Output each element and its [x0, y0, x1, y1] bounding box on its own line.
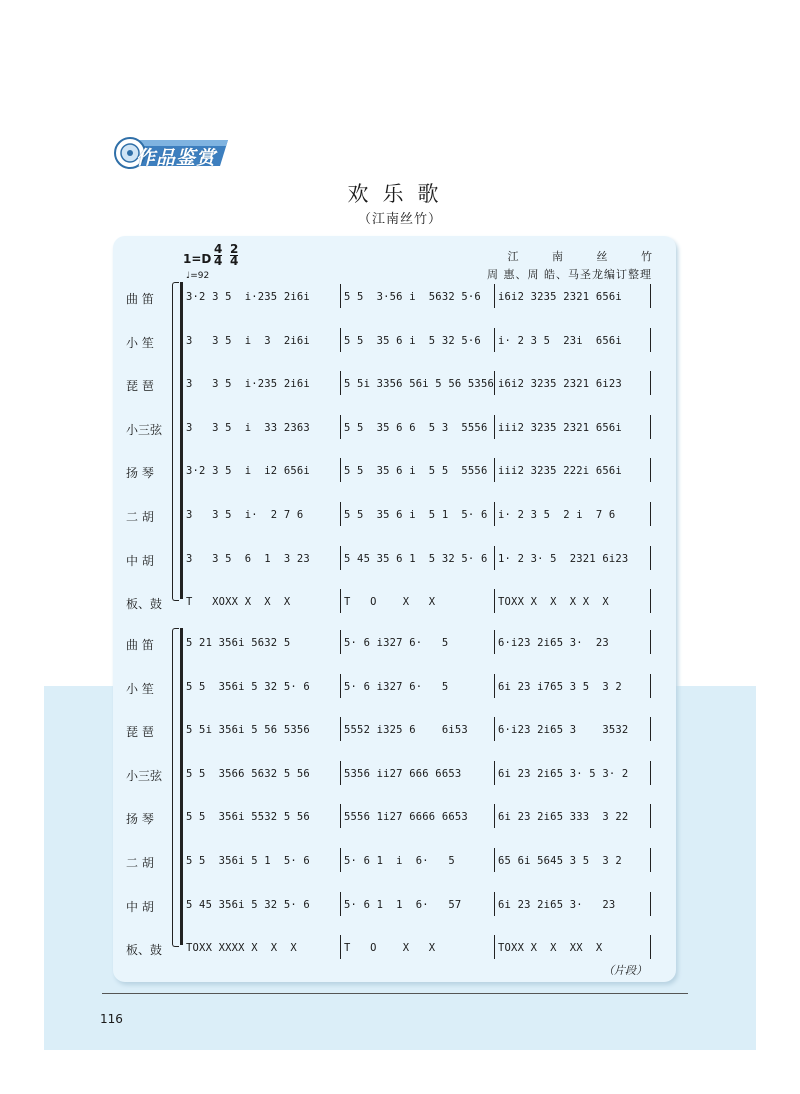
- measure-notation: 5 5i 356i 5 56 5356: [186, 724, 310, 737]
- barline: [340, 284, 341, 308]
- measure-notation: 5 21 356i 5632 5: [186, 637, 291, 649]
- barline: [340, 589, 341, 613]
- measure-notation: 3·2 3 5 i i2 656i: [186, 465, 310, 478]
- measure-notation: 5 5 35 6 6 5 3 5556: [344, 421, 488, 434]
- barline: [494, 458, 495, 482]
- measure-notation: 3 3 5 6 1 3 23: [186, 552, 310, 565]
- measure-notation: 3 3 5 i·235 2i6i: [186, 378, 310, 391]
- instrument-label: 琵 琶: [126, 379, 154, 394]
- measure-notation: 5 5 35 6 i 5 32 5·6: [344, 334, 481, 347]
- measure-notation: iii2 3235 222i 656i: [498, 465, 622, 478]
- barline: [650, 935, 651, 959]
- measure-notation: 65 6i 5645 3 5 3 2: [498, 855, 622, 867]
- measure-notation: 5· 6 1 i 6· 5: [344, 855, 455, 867]
- measure-notation: iii2 3235 2321 656i: [498, 421, 622, 434]
- measure-notation: T XOXX X X X: [186, 596, 291, 609]
- measure-notation: 5 5 356i 5 32 5· 6: [186, 680, 310, 693]
- measure-notation: 5 5 35 6 i 5 5 5556: [344, 465, 488, 478]
- measure-notation: 6·i23 2i65 3 3532: [498, 724, 629, 737]
- excerpt-label: （片段）: [603, 964, 647, 977]
- barline: [340, 761, 341, 785]
- barline: [340, 328, 341, 352]
- barline: [340, 892, 341, 916]
- barline: [650, 546, 651, 570]
- barline: [650, 761, 651, 785]
- measure-notation: TOXX X X XX X: [498, 942, 603, 955]
- barline: [650, 804, 651, 828]
- measure-notation: 5 5 3566 5632 5 56: [186, 767, 310, 780]
- barline: [650, 371, 651, 395]
- measure-notation: 1· 2 3· 5 2321 6i23: [498, 552, 629, 565]
- credit-origin: 江 南 丝 竹: [507, 250, 652, 263]
- measure-notation: 5 5 3·56 i 5632 5·6: [344, 291, 481, 303]
- barline: [340, 546, 341, 570]
- barline: [650, 848, 651, 872]
- time-signature-1: [214, 244, 222, 267]
- barline: [494, 674, 495, 698]
- measure-notation: i· 2 3 5 2 i 7 6: [498, 509, 616, 521]
- measure-notation: 5· 6 1 1 6· 57: [344, 898, 462, 911]
- barline: [340, 804, 341, 828]
- system-start-barline: [180, 628, 183, 945]
- barline: [340, 502, 341, 526]
- barline: [494, 502, 495, 526]
- barline: [650, 328, 651, 352]
- barline: [340, 371, 341, 395]
- measure-notation: 6i 23 2i65 3· 5 3· 2: [498, 767, 629, 780]
- page-number: 116: [100, 1012, 123, 1026]
- barline: [650, 892, 651, 916]
- barline: [494, 761, 495, 785]
- measure-notation: 6i 23 2i65 3· 23: [498, 898, 616, 911]
- measure-notation: 5556 1i27 6666 6653: [344, 811, 468, 824]
- measure-notation: 6i 23 2i65 333 3 22: [498, 811, 629, 824]
- measure-notation: 5 5 35 6 i 5 1 5· 6: [344, 509, 488, 521]
- instrument-label: 小三弦: [126, 768, 163, 783]
- system-start-barline: [180, 282, 183, 599]
- instrument-label: 中 胡: [126, 899, 154, 914]
- section-badge-label: 作品鉴赏: [136, 147, 217, 169]
- measure-notation: 5 5i 3356 56i 5 56 5356: [344, 378, 494, 391]
- measure-notation: TOXX X X X X X: [498, 596, 609, 609]
- meter-2-top: 2: [230, 242, 239, 256]
- measure-notation: i6i2 3235 2321 656i: [498, 291, 622, 303]
- meter-1-top: 4: [214, 242, 223, 256]
- barline: [650, 458, 651, 482]
- barline: [340, 717, 341, 741]
- barline: [650, 717, 651, 741]
- barline: [650, 284, 651, 308]
- instrument-label: 曲 笛: [126, 638, 154, 652]
- instrument-label: 小 笙: [126, 681, 154, 696]
- tempo-marking: ♩=92: [186, 271, 210, 281]
- barline: [494, 371, 495, 395]
- measure-notation: T O X X: [344, 942, 436, 955]
- instrument-label: 中 胡: [126, 553, 154, 568]
- barline: [340, 630, 341, 654]
- measure-notation: 5 5 356i 5 1 5· 6: [186, 855, 310, 867]
- barline: [494, 328, 495, 352]
- barline: [650, 415, 651, 439]
- credit-arrangers: 周 惠、周 皓、马圣龙编订整理: [487, 268, 652, 281]
- measure-notation: 5 45 35 6 1 5 32 5· 6: [344, 552, 488, 565]
- measure-notation: 6·i23 2i65 3· 23: [498, 637, 609, 649]
- footer-rule: [102, 993, 688, 994]
- measure-notation: 5 5 356i 5532 5 56: [186, 811, 310, 824]
- instrument-label: 小三弦: [126, 422, 163, 437]
- score-panel: [113, 236, 676, 982]
- barline: [494, 630, 495, 654]
- page-title: 欢乐歌: [347, 182, 453, 206]
- barline: [340, 674, 341, 698]
- meter-2-bottom: 4: [230, 254, 239, 268]
- measure-notation: 5· 6 i327 6· 5: [344, 680, 449, 693]
- barline: [650, 674, 651, 698]
- barline: [494, 892, 495, 916]
- measure-notation: 5· 6 i327 6· 5: [344, 637, 449, 649]
- barline: [494, 935, 495, 959]
- barline: [494, 717, 495, 741]
- barline: [650, 630, 651, 654]
- measure-notation: i· 2 3 5 23i 656i: [498, 334, 622, 347]
- measure-notation: 3 3 5 i 3 2i6i: [186, 334, 310, 347]
- key-signature: 1=D: [183, 252, 212, 266]
- measure-notation: 5 45 356i 5 32 5· 6: [186, 898, 310, 911]
- instrument-label: 扬 琴: [126, 466, 154, 481]
- instrument-label: 二 胡: [126, 856, 154, 870]
- meter-1-bottom: 4: [214, 254, 223, 268]
- barline: [340, 848, 341, 872]
- measure-notation: 3·2 3 5 i·235 2i6i: [186, 291, 310, 303]
- instrument-label: 小 笙: [126, 335, 154, 350]
- measure-notation: 6i 23 i765 3 5 3 2: [498, 680, 622, 693]
- measure-notation: 3 3 5 i· 2 7 6: [186, 509, 304, 521]
- time-signature-2: [230, 244, 238, 267]
- barline: [494, 589, 495, 613]
- instrument-label: 二 胡: [126, 510, 154, 524]
- instrument-label: 板、鼓: [126, 597, 163, 612]
- measure-notation: TOXX XXXX X X X: [186, 942, 297, 955]
- measure-notation: 5356 ii27 666 6653: [344, 767, 462, 780]
- instrument-label: 曲 笛: [126, 292, 154, 306]
- measure-notation: i6i2 3235 2321 6i23: [498, 378, 622, 391]
- barline: [494, 848, 495, 872]
- page-subtitle: （江南丝竹）: [357, 212, 442, 227]
- instrument-label: 琵 琶: [126, 725, 154, 740]
- instrument-label: 扬 琴: [126, 812, 154, 827]
- measure-notation: T O X X: [344, 596, 436, 609]
- barline: [340, 458, 341, 482]
- instrument-label: 板、鼓: [126, 943, 163, 958]
- barline: [340, 935, 341, 959]
- barline: [494, 546, 495, 570]
- barline: [650, 502, 651, 526]
- measure-notation: 5552 i325 6 6i53: [344, 724, 468, 737]
- measure-notation: 3 3 5 i 33 2363: [186, 421, 310, 434]
- barline: [494, 804, 495, 828]
- barline: [650, 589, 651, 613]
- barline: [494, 415, 495, 439]
- barline: [494, 284, 495, 308]
- barline: [340, 415, 341, 439]
